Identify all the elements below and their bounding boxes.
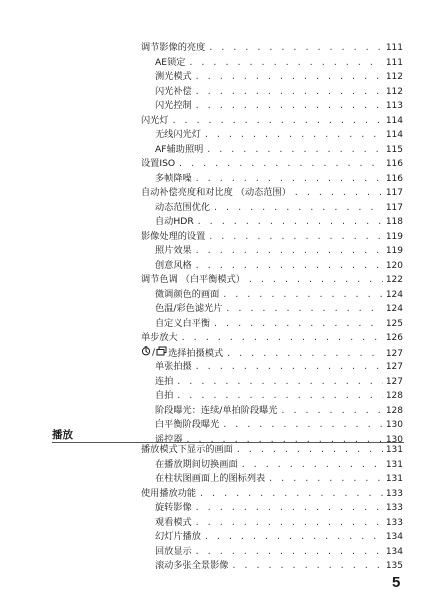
toc-entry-label: [141, 346, 223, 362]
toc-entry-page: 124: [385, 304, 403, 314]
toc-entry: [141, 346, 403, 361]
toc-entry-label: [155, 215, 194, 230]
toc-entry-text: 闪光补偿: [155, 85, 192, 97]
toc-entry-label: [155, 472, 265, 487]
toc-entry-label: [155, 244, 192, 259]
toc-entry-page: 120: [385, 260, 403, 271]
toc-entry-text: 回放显示: [155, 545, 192, 557]
toc-entry-text: 白平衡阶段曝光: [155, 419, 220, 430]
toc-entry-page: 112: [385, 86, 403, 97]
toc-entry-text: 多帧降噪: [155, 172, 192, 184]
toc-entry-page: 113: [385, 101, 403, 111]
leader-dots: [222, 288, 383, 303]
toc-entry: [141, 85, 403, 100]
toc-entry-page: 122: [385, 275, 403, 285]
toc-entry-label: [155, 99, 192, 114]
toc-entry: [141, 259, 403, 274]
toc-entry: [141, 331, 403, 346]
toc-entry: [141, 443, 403, 458]
leader-dots: [195, 360, 383, 375]
toc-entry-text: 测光模式: [155, 71, 192, 82]
toc-entry: [141, 418, 403, 433]
toc-entry-label: [141, 331, 178, 346]
toc-entry-label: [141, 157, 175, 172]
leader-dots: [181, 331, 383, 346]
toc-entry: [141, 360, 403, 375]
leader-dots: [226, 347, 383, 362]
toc-entry: [141, 273, 403, 288]
leader-dots: [195, 244, 383, 259]
toc-entry-text: 闪光灯: [141, 114, 169, 126]
toc-entry-page: 111: [385, 43, 403, 53]
leader-dots: [197, 215, 383, 230]
toc-entry-text: 在柱状图画面上的图标列表: [155, 473, 266, 484]
toc-entry-page: 135: [385, 561, 403, 571]
leader-dots: [195, 501, 383, 516]
toc-entry-label: [141, 186, 291, 201]
toc-entry-page: 117: [385, 202, 403, 213]
toc-entry-page: 114: [385, 115, 403, 126]
toc-entry-label: [155, 128, 201, 143]
table-of-contents-playback: [141, 443, 403, 574]
leader-dots: [204, 128, 383, 143]
toc-entry-label: [141, 230, 205, 245]
toc-entry-text: AE锁定: [155, 56, 186, 68]
table-of-contents: [141, 41, 403, 447]
toc-entry: [141, 302, 403, 317]
toc-entry-page: 133: [385, 503, 403, 513]
toc-entry-label: [155, 530, 201, 545]
toc-entry-text: 阶段曝光：连续/单拍阶段曝光: [155, 404, 278, 416]
toc-entry: [141, 128, 403, 143]
toc-entry-page: 119: [385, 231, 403, 242]
toc-entry-label: [155, 259, 192, 274]
toc-entry-label: [155, 172, 192, 187]
toc-entry-text: AF辅助照明: [155, 143, 204, 155]
toc-entry-text: 影像处理的设置: [141, 230, 206, 242]
toc-entry-page: 117: [385, 188, 403, 198]
leader-dots: [178, 157, 383, 172]
toc-entry-page: 111: [385, 57, 403, 68]
toc-entry-page: 131: [385, 459, 403, 470]
toc-entry-label: [141, 41, 205, 56]
toc-entry-label: [155, 418, 219, 433]
toc-entry: [141, 99, 403, 114]
toc-entry-page: 130: [385, 434, 403, 445]
toc-entry-text: 自动HDR: [155, 216, 194, 227]
leader-dots: [294, 186, 383, 201]
toc-entry: [141, 389, 403, 404]
toc-entry-page: 116: [385, 159, 403, 169]
toc-entry: [141, 143, 403, 158]
drive-mode-icons: [141, 346, 167, 362]
toc-entry-page: 133: [385, 517, 403, 528]
toc-entry: [141, 172, 403, 187]
leader-dots: [206, 143, 382, 158]
toc-entry-label: [155, 56, 185, 71]
leader-dots: [222, 418, 383, 433]
toc-entry-text: 播放模式下显示的画面: [141, 444, 233, 455]
toc-entry-label: [155, 317, 210, 332]
leader-dots: [195, 545, 383, 560]
toc-entry-page: 124: [385, 289, 403, 300]
section-heading: 播放: [52, 429, 73, 441]
leader-dots: [208, 230, 383, 245]
toc-entry-label: [155, 288, 219, 303]
toc-entry-text: 选择拍摄模式: [168, 347, 224, 359]
toc-entry-page: 118: [385, 217, 403, 227]
toc-entry-page: 127: [385, 362, 403, 372]
leader-dots: [195, 99, 383, 114]
toc-entry-text: 遥控器: [155, 433, 183, 445]
toc-entry-text: 调节影像的亮度: [141, 42, 206, 53]
toc-entry: [141, 530, 403, 545]
toc-entry: [141, 157, 403, 172]
toc-entry-label: [141, 273, 245, 288]
toc-entry-label: [155, 70, 192, 85]
leader-dots: [268, 472, 383, 487]
toc-entry-page: 128: [385, 405, 403, 416]
toc-entry: [141, 186, 403, 201]
self-timer-icon: [141, 346, 151, 362]
toc-entry: [141, 516, 403, 531]
toc-entry-text: 观看模式: [155, 516, 192, 528]
page-number: 5: [392, 574, 401, 591]
toc-entry-text: 闪光控制: [155, 100, 192, 111]
toc-entry: [141, 288, 403, 303]
toc-entry-label: [155, 375, 173, 390]
leader-dots: [204, 530, 383, 545]
toc-entry-text: 无线闪光灯: [155, 129, 201, 140]
toc-entry-text: 使用播放功能: [141, 487, 197, 499]
toc-entry-text: 旋转影像: [155, 502, 192, 513]
toc-entry: [141, 41, 403, 56]
toc-entry-label: [155, 389, 173, 404]
leader-dots: [232, 559, 383, 574]
toc-entry-text: 滚动多张全景影像: [155, 560, 229, 571]
toc-entry-page: 126: [385, 333, 403, 343]
leader-dots: [248, 273, 383, 288]
toc-entry-label: [155, 143, 203, 158]
toc-entry: [141, 458, 403, 473]
toc-entry: [141, 472, 403, 487]
toc-entry-text: 照片效果: [155, 245, 192, 256]
leader-dots: [281, 404, 383, 419]
toc-entry-label: [141, 487, 196, 502]
toc-entry-label: [155, 85, 192, 100]
leader-dots: [199, 487, 383, 502]
leader-dots: [213, 201, 383, 216]
leader-dots: [213, 317, 383, 332]
toc-entry: [141, 545, 403, 560]
toc-entry-text: 自拍: [155, 390, 174, 401]
toc-entry-text: 微调颜色的画面: [155, 288, 220, 300]
toc-entry-text: 连拍: [155, 375, 174, 387]
toc-entry-text: 单张拍摄: [155, 361, 192, 372]
toc-entry-page: 114: [385, 130, 403, 140]
toc-entry: [141, 317, 403, 332]
toc-entry: [141, 114, 403, 129]
toc-entry-text: 调节色调 （白平衡模式）: [141, 274, 245, 285]
leader-dots: [225, 302, 382, 317]
toc-entry-label: [141, 114, 169, 129]
toc-entry-page: 125: [385, 318, 403, 329]
toc-entry-label: [141, 443, 233, 458]
leader-dots: [172, 114, 383, 129]
icon-separator: /: [152, 347, 156, 358]
toc-entry-text: 设置ISO: [141, 158, 176, 169]
toc-entry-page: 115: [385, 144, 403, 155]
toc-entry-label: [155, 559, 229, 574]
toc-entry-text: 幻灯片播放: [155, 531, 201, 542]
leader-dots: [236, 443, 383, 458]
leader-dots: [241, 458, 383, 473]
toc-entry-label: [155, 501, 192, 516]
leader-dots: [195, 85, 383, 100]
toc-entry-text: 在播放期间切换画面: [155, 458, 238, 470]
toc-entry: [141, 375, 403, 390]
toc-entry: [141, 70, 403, 85]
leader-dots: [176, 375, 382, 390]
toc-entry-page: 112: [385, 72, 403, 82]
toc-entry-text: 自动补偿亮度和对比度 （动态范围）: [141, 187, 291, 198]
toc-entry-label: [155, 458, 238, 473]
toc-entry: [141, 244, 403, 259]
toc-entry: [141, 230, 403, 245]
toc-entry: [141, 501, 403, 516]
leader-dots: [195, 172, 383, 187]
leader-dots: [188, 56, 382, 71]
toc-entry-text: 创意风格: [155, 259, 192, 271]
leader-dots: [195, 70, 383, 85]
toc-entry: [141, 404, 403, 419]
toc-entry: [141, 559, 403, 574]
toc-entry-page: 134: [385, 546, 403, 557]
toc-entry: [141, 201, 403, 216]
toc-entry-text: 自定义白平衡: [155, 317, 211, 329]
toc-entry-page: 133: [385, 488, 403, 499]
toc-entry: [141, 215, 403, 230]
toc-entry-page: 116: [385, 173, 403, 184]
continuous-shooting-icon: [156, 346, 167, 362]
toc-entry-text: 动态范围优化: [155, 201, 211, 213]
toc-entry-page: 134: [385, 532, 403, 542]
toc-entry-page: 130: [385, 420, 403, 430]
leader-dots: [195, 259, 383, 274]
toc-entry-page: 128: [385, 391, 403, 401]
toc-entry-page: 119: [385, 246, 403, 256]
toc-entry-label: [155, 404, 278, 419]
toc-entry-text: 单步放大: [141, 332, 178, 343]
leader-dots: [176, 389, 382, 404]
toc-entry: [141, 487, 403, 502]
toc-entry-label: [155, 302, 222, 317]
toc-entry-page: 127: [385, 348, 403, 359]
toc-entry-label: [155, 360, 192, 375]
toc-entry-page: 131: [385, 445, 403, 455]
toc-entry-label: [155, 516, 192, 531]
toc-entry-label: [155, 545, 192, 560]
toc-entry-text: 色温/彩色滤光片: [155, 303, 223, 314]
toc-entry-page: 131: [385, 474, 403, 484]
toc-entry-label: [155, 201, 210, 216]
toc-entry: [141, 56, 403, 71]
toc-entry-page: 127: [385, 376, 403, 387]
leader-dots: [208, 41, 383, 56]
leader-dots: [195, 516, 383, 531]
